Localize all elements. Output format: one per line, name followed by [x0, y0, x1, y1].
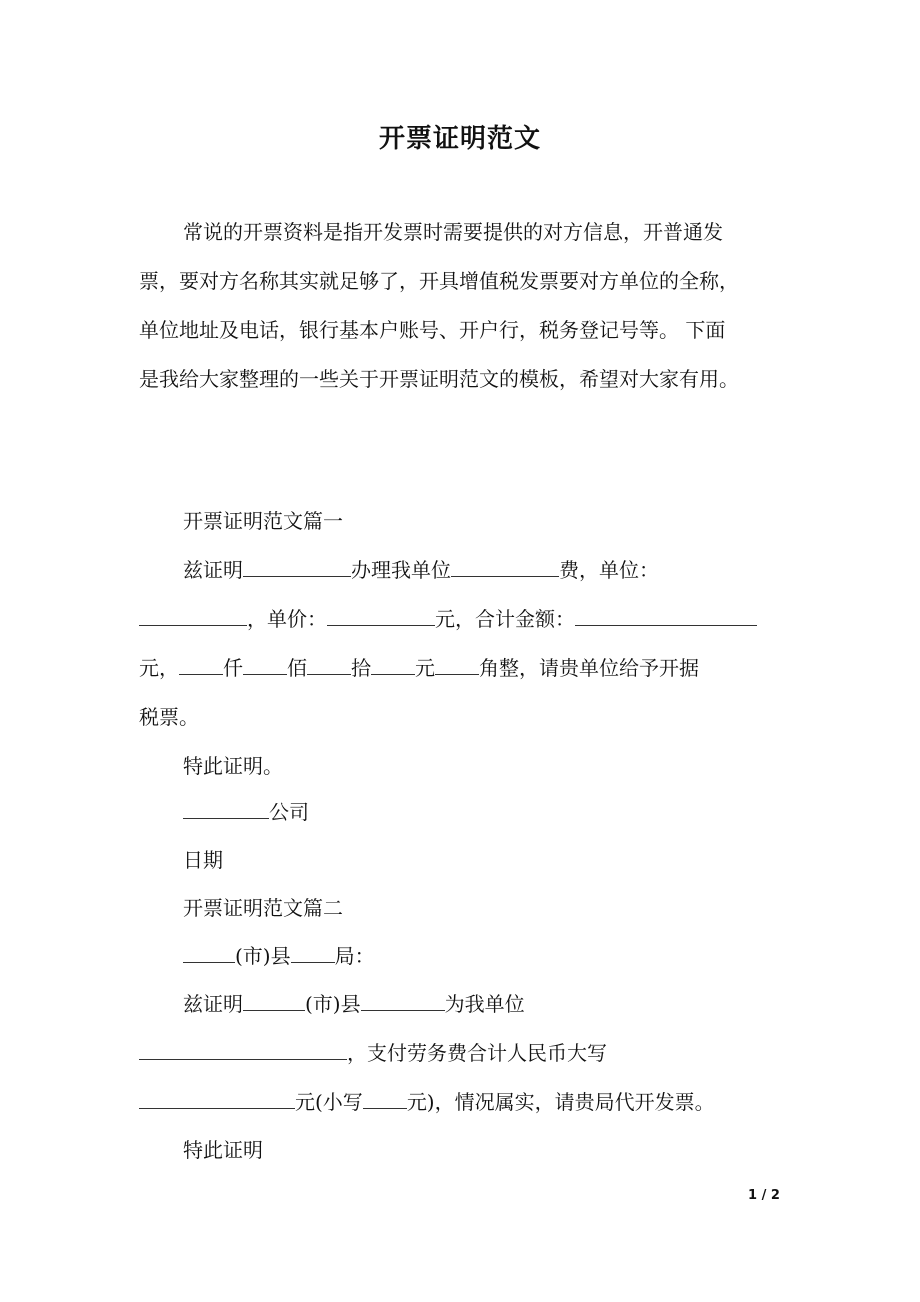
blank-field [139, 1088, 295, 1109]
blank-field [363, 1088, 407, 1109]
blank-field [139, 605, 247, 626]
section2-heading: 开票证明范文篇二 [183, 896, 343, 920]
text: 佰 [287, 656, 307, 680]
blank-field [243, 990, 305, 1011]
section2-line-3 [139, 1039, 607, 1067]
text: 元， [139, 656, 179, 680]
blank-field [327, 605, 435, 626]
blank-field [575, 605, 757, 626]
section1-date: 日期 [183, 848, 223, 872]
intro-line-4: 是我给大家整理的一些关于开票证明范文的模板，希望对大家有用。 [139, 367, 739, 391]
intro-line-3: 单位地址及电话，银行基本户账号、开户行，税务登记号等。 下面 [139, 318, 726, 342]
section1-line-3 [139, 654, 699, 682]
text: (市)县 [305, 992, 361, 1016]
text: 元(小写 [295, 1090, 363, 1114]
text: 办理我单位 [351, 558, 451, 582]
section1-company-line [183, 798, 309, 826]
text: 元)，情况属实，请贵局代开发票。 [406, 1090, 715, 1114]
intro-line-2: 票，要对方名称其实就足够了，开具增值税发票要对方单位的全称， [139, 269, 739, 293]
text: 元 [415, 656, 435, 680]
text: ，支付劳务费合计人民币大写 [347, 1041, 607, 1065]
intro-line-1: 常说的开票资料是指开发票时需要提供的对方信息，开普通发 [183, 220, 723, 244]
blank-field [183, 942, 235, 963]
text: 兹证明 [183, 992, 243, 1016]
blank-field [361, 990, 445, 1011]
section2-closing: 特此证明 [183, 1138, 263, 1162]
section2-line-1 [183, 942, 375, 970]
text: 角整，请贵单位给予开据 [479, 656, 699, 680]
document-title: 开票证明范文 [378, 124, 541, 154]
section1-line-2 [139, 605, 757, 633]
blank-field [183, 798, 269, 819]
text: 兹证明 [183, 558, 243, 582]
text: 局： [334, 944, 375, 968]
blank-field [243, 654, 287, 675]
section2-line-2 [183, 990, 525, 1018]
text: 费，单位： [559, 558, 659, 582]
text: 为我单位 [444, 992, 525, 1016]
blank-field [435, 654, 479, 675]
blank-field [243, 556, 351, 577]
section1-line-4: 税票。 [139, 705, 199, 729]
section1-line-1 [183, 556, 659, 584]
blank-field [179, 654, 223, 675]
section1-heading: 开票证明范文篇一 [183, 509, 343, 533]
section2-line-4 [139, 1088, 715, 1116]
blank-field [451, 556, 559, 577]
text: 公司 [269, 800, 309, 824]
text: 拾 [351, 656, 371, 680]
blank-field [307, 654, 351, 675]
page-number: 1 / 2 [748, 1188, 780, 1203]
blank-field [291, 942, 335, 963]
text: ，单价： [247, 607, 327, 631]
section1-closing: 特此证明。 [183, 754, 283, 778]
blank-field [371, 654, 415, 675]
text: 仟 [223, 656, 243, 680]
text: (市)县 [235, 944, 291, 968]
blank-field [139, 1039, 347, 1060]
text: 元，合计金额： [435, 607, 575, 631]
